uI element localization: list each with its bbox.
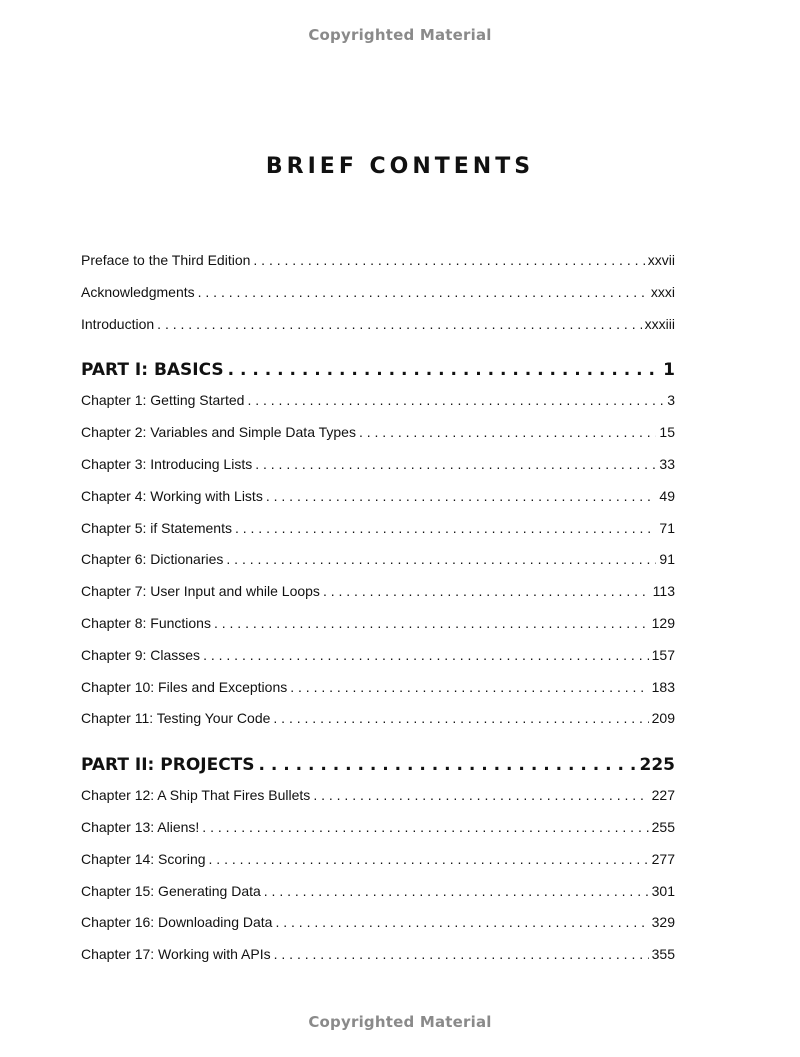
part-label: PART II: PROJECTS xyxy=(81,755,255,776)
toc-entry-preface[interactable] xyxy=(81,252,675,284)
part-heading-basics[interactable] xyxy=(81,360,675,392)
toc-entry-chapter-5[interactable] xyxy=(81,520,675,552)
toc-entry-page: 33 xyxy=(659,455,675,472)
toc-entry-chapter-6[interactable] xyxy=(81,551,675,583)
toc-entry-label: Chapter 5: if Statements xyxy=(81,519,232,536)
toc-entry-label: Chapter 1: Getting Started xyxy=(81,392,245,409)
dot-leader xyxy=(247,392,664,408)
toc-entry-label: Chapter 17: Working with APIs xyxy=(81,946,271,963)
dot-leader xyxy=(323,583,650,599)
toc-entry-page: 183 xyxy=(651,678,675,695)
toc-entry-page: 355 xyxy=(651,946,675,963)
dot-leader xyxy=(157,316,641,332)
toc-entry-label: Acknowledgments xyxy=(81,283,195,300)
part-page: 1 xyxy=(663,360,675,381)
toc-entry-page: 71 xyxy=(659,519,675,536)
toc-entry-label: Chapter 7: User Input and while Loops xyxy=(81,583,320,600)
toc-entry-page: 113 xyxy=(652,583,675,600)
toc-entry-chapter-16[interactable] xyxy=(81,914,675,946)
toc-entry-page: 227 xyxy=(651,787,675,804)
dot-leader xyxy=(226,551,656,567)
toc-entry-page: xxxiii xyxy=(644,315,675,332)
toc-entry-label: Chapter 11: Testing Your Code xyxy=(81,710,271,727)
toc-entry-page: 91 xyxy=(659,551,675,568)
toc-entry-chapter-2[interactable] xyxy=(81,424,675,456)
toc-entry-page: 129 xyxy=(651,614,675,631)
toc-entry-label: Chapter 16: Downloading Data xyxy=(81,914,273,931)
toc-entry-page: 301 xyxy=(651,882,675,899)
toc-entry-page: xxxi xyxy=(650,283,675,300)
toc-entry-label: Chapter 15: Generating Data xyxy=(81,882,261,899)
dot-leader xyxy=(253,252,644,268)
toc-entry-chapter-3[interactable] xyxy=(81,456,675,488)
dot-leader xyxy=(235,520,656,536)
toc-entry-label: Chapter 12: A Ship That Fires Bullets xyxy=(81,787,311,804)
toc-entry-chapter-14[interactable] xyxy=(81,851,675,883)
toc-entry-label: Introduction xyxy=(81,315,155,332)
dot-leader xyxy=(359,424,656,440)
toc-entry-label: Chapter 14: Scoring xyxy=(81,850,206,867)
part-heading-projects[interactable] xyxy=(81,755,675,787)
toc-entry-chapter-7[interactable] xyxy=(81,583,675,615)
dot-leader xyxy=(266,488,657,504)
toc-entry-introduction[interactable] xyxy=(81,316,675,348)
dot-leader xyxy=(264,883,649,899)
toc-entry-chapter-13[interactable] xyxy=(81,819,675,851)
toc-entry-label: Chapter 3: Introducing Lists xyxy=(81,455,253,472)
dot-leader xyxy=(274,946,649,962)
dot-leader xyxy=(202,819,648,835)
page-title: BRIEF CONTENTS xyxy=(265,154,535,179)
toc-entry-chapter-4[interactable] xyxy=(81,488,675,520)
toc-entry-page: 49 xyxy=(659,487,675,504)
table-of-contents xyxy=(81,252,675,978)
toc-entry-page: 15 xyxy=(659,424,675,441)
toc-entry-label: Chapter 9: Classes xyxy=(81,646,201,663)
toc-entry-label: Chapter 8: Functions xyxy=(81,614,211,631)
toc-entry-page: 255 xyxy=(651,818,675,835)
copyright-watermark-top: Copyrighted Material xyxy=(308,26,492,44)
toc-entry-chapter-11[interactable] xyxy=(81,710,675,742)
toc-entry-page: 277 xyxy=(651,850,675,867)
dot-leader xyxy=(275,914,648,930)
dot-leader xyxy=(214,615,649,631)
toc-entry-label: Chapter 10: Files and Exceptions xyxy=(81,678,288,695)
toc-entry-page: xxvii xyxy=(647,252,675,268)
toc-entry-page: 209 xyxy=(651,710,675,727)
toc-entry-label: Chapter 4: Working with Lists xyxy=(81,487,263,504)
toc-entry-chapter-8[interactable] xyxy=(81,615,675,647)
dot-leader xyxy=(209,851,649,867)
toc-entry-page: 3 xyxy=(667,392,675,409)
toc-entry-page: 157 xyxy=(651,646,675,663)
toc-entry-chapter-12[interactable] xyxy=(81,787,675,819)
toc-entry-label: Preface to the Third Edition xyxy=(81,252,251,268)
part-label: PART I: BASICS xyxy=(81,360,224,381)
copyright-watermark-bottom: Copyrighted Material xyxy=(308,1013,492,1031)
dot-leader xyxy=(313,787,648,803)
toc-entry-label: Chapter 2: Variables and Simple Data Types xyxy=(81,424,356,441)
dot-leader xyxy=(290,679,648,695)
toc-entry-chapter-1[interactable] xyxy=(81,392,675,424)
toc-entry-label: Chapter 6: Dictionaries xyxy=(81,551,224,568)
toc-entry-chapter-9[interactable] xyxy=(81,647,675,679)
dot-leader xyxy=(203,647,649,663)
toc-entry-chapter-17[interactable] xyxy=(81,946,675,978)
toc-entry-acknowledgments[interactable] xyxy=(81,284,675,316)
dot-leader xyxy=(259,755,638,775)
toc-entry-chapter-10[interactable] xyxy=(81,679,675,711)
dot-leader xyxy=(255,456,656,472)
toc-entry-label: Chapter 13: Aliens! xyxy=(81,818,200,835)
part-page: 225 xyxy=(639,755,675,776)
toc-entry-page: 329 xyxy=(651,914,675,931)
dot-leader xyxy=(198,284,648,300)
toc-entry-chapter-15[interactable] xyxy=(81,883,675,915)
dot-leader xyxy=(228,360,661,380)
dot-leader xyxy=(273,710,648,726)
